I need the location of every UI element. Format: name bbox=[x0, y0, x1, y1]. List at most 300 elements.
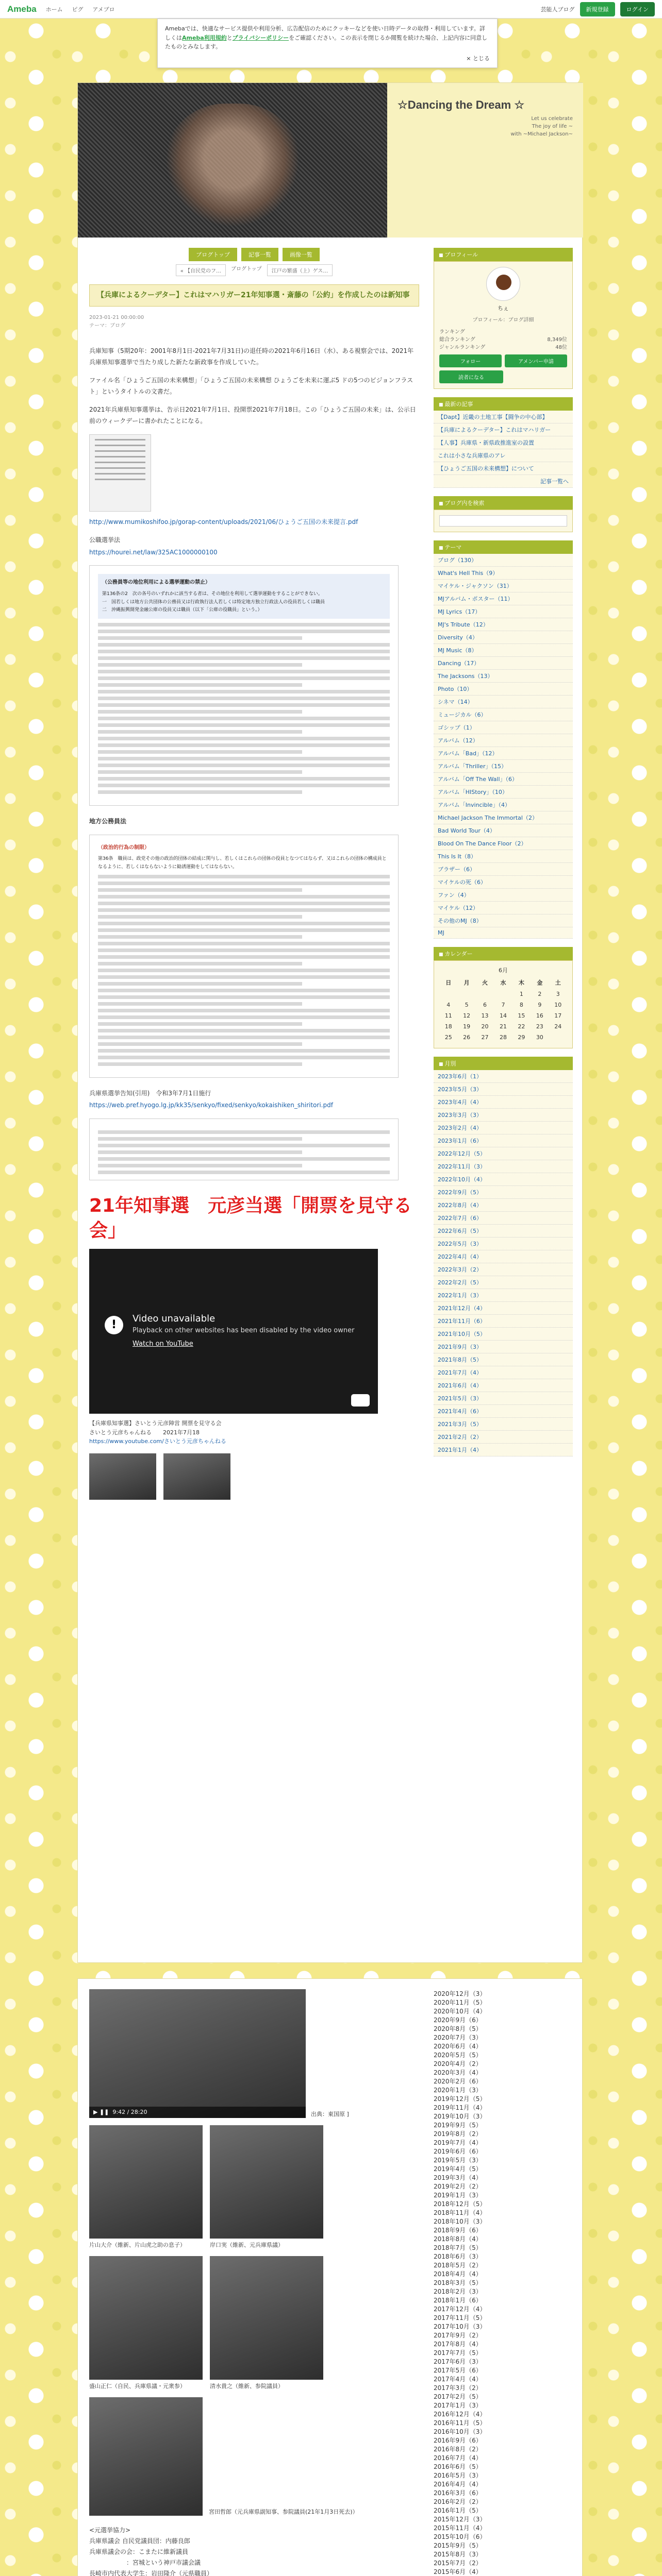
archive-item[interactable]: 2018年12月（5） bbox=[434, 2200, 486, 2208]
calendar-weekday: 日 bbox=[445, 979, 452, 986]
theme-item[interactable]: ミュージカル（6） bbox=[434, 708, 573, 721]
calendar-day[interactable]: 16 bbox=[536, 1012, 543, 1019]
doc-heading: （公務員等の地位利用による選挙運動の禁止） bbox=[102, 580, 210, 586]
theme-heading: ■ テーマ bbox=[434, 540, 573, 554]
tab-image-list[interactable]: 画像一覧 bbox=[283, 248, 320, 261]
archive-item[interactable]: 2022年12月（5） bbox=[434, 1147, 573, 1160]
list-item: 兵庫県議会 自民党議員団：内藤良郎 bbox=[89, 2537, 190, 2545]
archive-item[interactable]: 2015年9月（5） bbox=[434, 2542, 482, 2549]
theme-item[interactable]: アルバム（12） bbox=[434, 734, 573, 747]
video-player[interactable] bbox=[89, 1989, 306, 2118]
entry-title[interactable]: 【兵庫によるクーデター】これはマハリガー21年知事選・斎藤の「公約」を作成したのは新知事 bbox=[89, 284, 419, 307]
archive-item[interactable]: 2020年1月（3） bbox=[434, 2087, 482, 2094]
theme-item[interactable]: ゴシップ（1） bbox=[434, 721, 573, 734]
paragraph: 2021年兵庫県知事選挙は、告示日2021年7月1日、投開票2021年7月18日。この「ひょうご五国の未来」は、公示日前のウィークデーに書かれたことになる。 bbox=[89, 406, 416, 425]
archive-item[interactable]: 2020年4月（2） bbox=[434, 2060, 482, 2067]
calendar-day[interactable]: 24 bbox=[554, 1023, 562, 1030]
pdf-thumbnail[interactable] bbox=[89, 434, 151, 512]
archive-heading: ■ 月別 bbox=[434, 1057, 573, 1070]
calendar-day[interactable]: 28 bbox=[499, 1034, 507, 1041]
yt-caption-2: さいとう元彦ちゃんねる 2021年7月18 bbox=[89, 1429, 200, 1436]
archive-item[interactable]: 2019年2月（2） bbox=[434, 2183, 482, 2190]
photo-caption: 宮田哲郎（元兵庫県副知事、参院議員(21年1月3日死去)） bbox=[209, 2509, 358, 2515]
cookie-text-2: をご確認ください。この表示を閉じるか閲覧を続けた場合、上記内容に同意したものとみなします。 bbox=[165, 34, 488, 50]
archive-item[interactable]: 2022年9月（5） bbox=[434, 1186, 573, 1199]
calendar-day[interactable]: 23 bbox=[536, 1023, 543, 1030]
archive-item[interactable]: 2016年5月（3） bbox=[434, 2472, 482, 2479]
paragraph: ファイル名「ひょうご五国の未来構想」「ひょうご五国の未来構想 ひょうごを未来に運ぶ5 ドの5つのビジョンフラスト」というタイトルの文書だ。 bbox=[89, 377, 413, 395]
archive-item[interactable]: 2016年7月（4） bbox=[434, 2454, 482, 2462]
profile-name[interactable]: ちぇ bbox=[498, 305, 509, 312]
archive-item[interactable]: 2017年4月（4） bbox=[434, 2376, 482, 2383]
calendar-weekday: 水 bbox=[500, 979, 506, 986]
cookie-and: と bbox=[226, 34, 233, 41]
calendar-day[interactable]: 7 bbox=[501, 1002, 505, 1008]
blog-frame-continued bbox=[77, 1978, 583, 2576]
profile-heading: ■ プロフィール bbox=[434, 248, 573, 261]
archive-item[interactable]: 2019年10月（3） bbox=[434, 2113, 486, 2120]
calendar-day[interactable]: 25 bbox=[444, 1034, 452, 1041]
calendar-day[interactable]: 6 bbox=[483, 1002, 487, 1008]
calendar-day[interactable]: 4 bbox=[446, 1002, 451, 1008]
archive-item[interactable]: 2021年7月（4） bbox=[434, 1366, 573, 1379]
theme-item[interactable]: その他のMJ（8） bbox=[434, 914, 573, 927]
theme-item[interactable]: MJ Music（8） bbox=[434, 644, 573, 657]
amember-button[interactable]: アメンバー申請 bbox=[505, 354, 567, 367]
warning-icon: ! bbox=[105, 1316, 123, 1334]
calendar-day[interactable]: 13 bbox=[481, 1012, 489, 1019]
archive-item[interactable]: 2018年5月（2） bbox=[434, 2262, 482, 2269]
archive-item[interactable]: 2018年10月（3） bbox=[434, 2218, 486, 2225]
archive-item[interactable]: 2023年6月（1） bbox=[434, 1070, 573, 1083]
calendar-day[interactable]: 1 bbox=[519, 991, 523, 997]
theme-item[interactable]: アルバム「HIStory」（10） bbox=[434, 786, 573, 799]
archive-item[interactable]: 2020年11月（5） bbox=[434, 1999, 486, 2006]
archive-item[interactable]: 2016年2月（2） bbox=[434, 2498, 482, 2505]
ranking-row bbox=[439, 343, 567, 350]
archive-item[interactable]: 2015年6月（4） bbox=[434, 2568, 482, 2575]
login-button[interactable]: ログイン bbox=[620, 2, 655, 16]
archive-item[interactable]: 2016年4月（4） bbox=[434, 2481, 482, 2488]
sidebar-continued bbox=[434, 1989, 573, 2576]
pub2-label: 兵庫県選挙告知(引用) 令和3年7月1日施行 bbox=[89, 1089, 211, 1097]
archive-item[interactable]: 2022年7月（6） bbox=[434, 1212, 573, 1225]
archive-item[interactable]: 2019年11月（4） bbox=[434, 2104, 486, 2111]
entry-body bbox=[89, 346, 419, 1500]
pub2-link[interactable]: https://web.pref.hyogo.lg.jp/kk35/senkyo/fixed/senkyo/kokaishiken_shiritori.pdf bbox=[89, 1101, 333, 1109]
archive-item[interactable]: 2020年7月（3） bbox=[434, 2034, 482, 2041]
theme-item[interactable]: Bad World Tour（4） bbox=[434, 824, 573, 837]
pdf-link[interactable]: http://www.mumikoshifoo.jp/gorap-content/uploads/2021/06/ひょうご五国の未来提言.pdf bbox=[89, 518, 358, 526]
calendar-day[interactable]: 20 bbox=[481, 1023, 489, 1030]
pub2-document bbox=[89, 1118, 399, 1180]
doc-item: 一 国若しくは地方公共団体の公務員又は行政執行法人若しくは特定地方独立行政法人の役員若しくは職員 bbox=[102, 599, 325, 605]
law-document-2 bbox=[89, 835, 399, 1078]
archive-item[interactable]: 2017年12月（4） bbox=[434, 2306, 486, 2313]
calendar-day[interactable]: 11 bbox=[444, 1012, 452, 1019]
archive-item[interactable]: 2016年6月（5） bbox=[434, 2463, 482, 2470]
archive-item[interactable]: 2021年8月（5） bbox=[434, 1353, 573, 1366]
main-column bbox=[89, 248, 419, 1507]
archive-item[interactable]: 2020年9月（6） bbox=[434, 2016, 482, 2024]
calendar-day[interactable]: 5 bbox=[465, 1002, 469, 1008]
photo-row bbox=[89, 2125, 419, 2249]
archive-item[interactable]: 2023年5月（3） bbox=[434, 1083, 573, 1096]
calendar-box bbox=[434, 960, 573, 1048]
theme-item[interactable]: アルバム「Off The Wall」（6） bbox=[434, 773, 573, 786]
rank-value: 48位 bbox=[555, 345, 567, 350]
archive-item[interactable]: 2016年10月（3） bbox=[434, 2428, 486, 2435]
calendar-day bbox=[439, 989, 457, 999]
global-header bbox=[0, 0, 662, 19]
doc-article: 第136条の2 次の各号のいずれかに該当する者は、その地位を利用して選挙運動をすることができない。 bbox=[102, 591, 323, 597]
list-heading: <元選挙協力> bbox=[89, 2527, 131, 2534]
archive-item[interactable]: 2018年11月（4） bbox=[434, 2209, 486, 2216]
law-link[interactable]: https://hourei.net/law/325AC1000000100 bbox=[89, 548, 218, 556]
theme-item[interactable]: シネマ（14） bbox=[434, 696, 573, 708]
blog-top-link[interactable]: ブログトップ bbox=[230, 266, 262, 272]
archive-item[interactable]: 2018年3月（5） bbox=[434, 2279, 482, 2286]
entry-date: 2023-01-21 00:00:00 bbox=[89, 315, 144, 320]
archive-item[interactable]: 2023年2月（4） bbox=[434, 1122, 573, 1134]
blog-title-box bbox=[387, 83, 583, 238]
archive-item[interactable]: 2015年7月（2） bbox=[434, 2560, 482, 2567]
archive-item[interactable]: 2022年3月（2） bbox=[434, 1263, 573, 1276]
archive-item[interactable]: 2019年3月（4） bbox=[434, 2174, 482, 2181]
global-nav bbox=[46, 5, 122, 13]
archive-item[interactable]: 2021年1月（4） bbox=[434, 1444, 573, 1456]
photo[interactable] bbox=[89, 2125, 203, 2239]
archive-item[interactable]: 2022年10月（4） bbox=[434, 1173, 573, 1186]
calendar-day bbox=[476, 989, 494, 999]
archive-item[interactable]: 2019年12月（5） bbox=[434, 2095, 486, 2103]
theme-item[interactable]: アルバム「Thriller」（15） bbox=[434, 760, 573, 773]
rank-name: ジャンルランキング bbox=[439, 345, 486, 350]
reader-button[interactable]: 読者になる bbox=[439, 370, 503, 383]
theme-item[interactable]: MJ bbox=[434, 927, 573, 939]
cookie-text-1: Amebaでは、快適なサービス提供や利用分析、広告配信のためにクッキーなどを使い日時データの取得・利用しています。詳しくは bbox=[165, 25, 485, 41]
calendar-table bbox=[439, 976, 567, 1043]
calendar-day[interactable]: 8 bbox=[519, 1002, 523, 1008]
archive-item[interactable]: 2021年10月（5） bbox=[434, 1328, 573, 1341]
calendar-day bbox=[457, 989, 475, 999]
blog-tabs bbox=[89, 248, 419, 261]
calendar-weekday: 金 bbox=[537, 979, 543, 986]
archive-item[interactable]: 2016年11月（5） bbox=[434, 2419, 486, 2427]
photo-caption: 岸口実（維新、元兵庫県議） bbox=[210, 2242, 284, 2248]
recent-entry[interactable]: 【Dapt】近畿の土地工事【闘争の中心部】 bbox=[434, 411, 573, 423]
archive-item[interactable]: 2016年9月（6） bbox=[434, 2437, 482, 2444]
photo[interactable] bbox=[163, 1453, 230, 1500]
theme-item[interactable]: アルバム「Bad」（12） bbox=[434, 747, 573, 760]
photo[interactable] bbox=[210, 2256, 323, 2380]
calendar-day[interactable]: 21 bbox=[499, 1023, 507, 1030]
photo[interactable] bbox=[89, 2256, 203, 2380]
calendar-day bbox=[549, 1032, 567, 1043]
archive-item[interactable]: 2017年3月（2） bbox=[434, 2384, 482, 2392]
yt-caption-1: 【兵庫県知事選】さいとう元彦陣営 開票を見守る会 bbox=[89, 1420, 222, 1427]
archive-item[interactable]: 2019年9月（5） bbox=[434, 2122, 482, 2129]
archive-item[interactable]: 2016年12月（4） bbox=[434, 2411, 486, 2418]
ranking-label: ランキング bbox=[439, 329, 465, 335]
yt-caption-link[interactable]: https://www.youtube.com/さいとう元彦ちゃんねる bbox=[89, 1438, 226, 1445]
cookie-banner bbox=[157, 19, 498, 68]
celebrity-blog-link[interactable]: 芸能人ブログ bbox=[540, 6, 575, 13]
archive-item[interactable]: 2016年8月（2） bbox=[434, 2446, 482, 2453]
calendar-month: 6月 bbox=[499, 967, 508, 974]
recent-entry[interactable]: 【ひょうご五国の未来構想】について bbox=[434, 462, 573, 475]
theme-item[interactable]: ファン（4） bbox=[434, 889, 573, 902]
archive-item[interactable]: 2017年8月（4） bbox=[434, 2341, 482, 2348]
youtube-logo-icon[interactable] bbox=[351, 1394, 370, 1406]
archive-item[interactable]: 2015年12月（3） bbox=[434, 2516, 486, 2523]
profile-sub[interactable]: プロフィール：ブログ詳細 bbox=[472, 317, 534, 323]
video-caption: 出典：東国原 ] bbox=[311, 2111, 349, 2117]
prev-entry-link[interactable]: « 【自民党のフ… bbox=[176, 264, 226, 276]
tab-entry-list[interactable]: 記事一覧 bbox=[241, 248, 278, 261]
calendar-day[interactable]: 30 bbox=[536, 1034, 543, 1041]
privacy-link[interactable]: プライバシーポリシー bbox=[232, 34, 289, 41]
calendar-weekday: 月 bbox=[464, 979, 470, 986]
paragraph: 兵庫知事（5期20年：2001年8月1日-2021年7月31日)の退任時の2021年6月16日（水）、ある視察会では、2021年兵庫県知事選挙で当たり成した新たな新政事を作成していた。 bbox=[89, 347, 414, 366]
rank-name: 総合ランキング bbox=[439, 337, 475, 343]
blog-subtitle bbox=[398, 115, 573, 138]
recent-entry[interactable]: 【人事】兵庫県・新県政推進室の設置 bbox=[434, 436, 573, 449]
archive-item[interactable]: 2019年5月（3） bbox=[434, 2157, 482, 2164]
calendar-day[interactable]: 17 bbox=[554, 1012, 562, 1019]
subtitle-line-2: The joy of life ~ bbox=[532, 124, 573, 129]
doc-item: 二 沖縄振興開発金融公庫の役員又は職員（以下「公庫の役職員」という。） bbox=[102, 607, 262, 613]
law-document-1 bbox=[89, 565, 399, 806]
video-time: 9:42 / 28:20 bbox=[112, 2109, 147, 2115]
theme-item[interactable]: Michael Jackson The Immortal（2） bbox=[434, 811, 573, 824]
photo-caption: 盛山正仁（自民、兵庫県議・元衆参） bbox=[89, 2383, 186, 2389]
banner-photo bbox=[78, 83, 387, 238]
archive-item[interactable]: 2020年6月（4） bbox=[434, 2043, 482, 2050]
calendar-heading: ■ カレンダー bbox=[434, 947, 573, 960]
calendar-day[interactable]: 26 bbox=[463, 1034, 471, 1041]
calendar-day[interactable]: 18 bbox=[444, 1023, 452, 1030]
next-entry-link[interactable]: 江戸の繁盛（上）ゲス… bbox=[267, 264, 333, 276]
archive-list bbox=[434, 1070, 573, 1456]
archive-item[interactable]: 2023年4月（4） bbox=[434, 1096, 573, 1109]
entry-meta bbox=[89, 314, 419, 330]
archive-item[interactable]: 2023年1月（6） bbox=[434, 1134, 573, 1147]
photo[interactable] bbox=[89, 1453, 156, 1500]
archive-item[interactable]: 2022年5月（3） bbox=[434, 1238, 573, 1250]
archive-item[interactable]: 2017年1月（3） bbox=[434, 2402, 482, 2409]
archive-item[interactable]: 2021年4月（6） bbox=[434, 1405, 573, 1418]
archive-item[interactable]: 2019年4月（5） bbox=[434, 2165, 482, 2173]
archive-item[interactable]: 2019年6月（6） bbox=[434, 2148, 482, 2155]
archive-item[interactable]: 2022年11月（3） bbox=[434, 1160, 573, 1173]
archive-item[interactable]: 2019年1月（3） bbox=[434, 2192, 482, 2199]
archive-list-continued bbox=[434, 1989, 573, 2576]
recent-heading: ■ 最新の記事 bbox=[434, 397, 573, 411]
blog-frame bbox=[77, 82, 583, 1963]
theme-item[interactable]: Diversity（4） bbox=[434, 631, 573, 644]
archive-item[interactable]: 2017年11月（5） bbox=[434, 2314, 486, 2321]
entry-pager bbox=[89, 264, 419, 276]
archive-item[interactable]: 2015年10月（6） bbox=[434, 2533, 486, 2540]
recent-entry[interactable]: 【兵庫によるクーデター】これはマハリガー bbox=[434, 423, 573, 436]
watch-on-youtube-link[interactable]: Watch on YouTube bbox=[133, 1340, 193, 1348]
cookie-close-button[interactable]: × とじる bbox=[466, 55, 490, 62]
theme-item[interactable]: マイケル・ジャクソン（31） bbox=[434, 580, 573, 592]
archive-item[interactable]: 2016年1月（5） bbox=[434, 2507, 482, 2514]
archive-item[interactable]: 2019年7月（4） bbox=[434, 2139, 482, 2146]
archive-item[interactable]: 2021年3月（5） bbox=[434, 1418, 573, 1431]
calendar-day[interactable]: 19 bbox=[463, 1023, 471, 1030]
ameba-logo[interactable]: Ameba bbox=[7, 4, 37, 14]
archive-item[interactable]: 2022年6月（5） bbox=[434, 1225, 573, 1238]
archive-item[interactable]: 2021年12月（4） bbox=[434, 1302, 573, 1315]
archive-item[interactable]: 2021年2月（2） bbox=[434, 1431, 573, 1444]
theme-item[interactable]: This Is It（8） bbox=[434, 850, 573, 863]
search-heading: ■ ブログ内を検索 bbox=[434, 496, 573, 510]
recent-entry[interactable]: これは小さな兵庫県のアレ bbox=[434, 449, 573, 462]
archive-item[interactable]: 2020年2月（6） bbox=[434, 2078, 482, 2085]
theme-item[interactable]: マイケル（12） bbox=[434, 902, 573, 914]
photo-caption: 片山大介（維新、片山虎之助の息子） bbox=[89, 2242, 186, 2248]
archive-item[interactable]: 2022年2月（5） bbox=[434, 1276, 573, 1289]
nav-pigg[interactable]: ピグ bbox=[72, 6, 84, 13]
archive-item[interactable]: 2020年5月（5） bbox=[434, 2052, 482, 2059]
theme-item[interactable]: The Jacksons（13） bbox=[434, 670, 573, 683]
calendar-day[interactable]: 10 bbox=[554, 1002, 562, 1008]
calendar-day[interactable]: 15 bbox=[518, 1012, 525, 1019]
archive-item[interactable]: 2021年9月（3） bbox=[434, 1341, 573, 1353]
nav-ameblo[interactable]: アメブロ bbox=[92, 6, 115, 13]
photo-row bbox=[89, 1453, 419, 1500]
terms-link[interactable]: Ameba利用規約 bbox=[182, 34, 227, 41]
video-unavailable-title: Video unavailable bbox=[133, 1313, 216, 1325]
youtube-embed[interactable] bbox=[89, 1249, 378, 1414]
theme-item[interactable]: Blood On The Dance Floor（2） bbox=[434, 837, 573, 850]
archive-item[interactable]: 2015年8月（3） bbox=[434, 2551, 482, 2558]
theme-item[interactable]: MJ Lyrics（17） bbox=[434, 605, 573, 618]
calendar-day bbox=[494, 989, 512, 999]
supporters-list bbox=[89, 2525, 419, 2576]
calendar-day[interactable]: 14 bbox=[499, 1012, 507, 1019]
archive-item[interactable]: 2018年6月（3） bbox=[434, 2253, 482, 2260]
archive-item[interactable]: 2022年1月（3） bbox=[434, 1289, 573, 1302]
photo[interactable] bbox=[210, 2125, 323, 2239]
theme-item[interactable]: マイケルの死（6） bbox=[434, 876, 573, 889]
archive-item[interactable]: 2020年3月（4） bbox=[434, 2069, 482, 2076]
archive-item[interactable]: 2020年8月（5） bbox=[434, 2025, 482, 2032]
photo-caption: 清水貴之（維新、参院議員） bbox=[210, 2383, 284, 2389]
entry-theme[interactable]: テーマ：ブログ bbox=[89, 323, 125, 329]
theme-item[interactable]: Dancing（17） bbox=[434, 657, 573, 670]
photo[interactable] bbox=[89, 2397, 203, 2516]
photo-row bbox=[89, 2256, 419, 2390]
subtitle-line-1: Let us celebrate bbox=[531, 116, 573, 122]
archive-item[interactable]: 2018年8月（4） bbox=[434, 2235, 482, 2243]
archive-item[interactable]: 2017年2月（5） bbox=[434, 2393, 482, 2400]
theme-item[interactable]: アルバム「Invincible」（4） bbox=[434, 799, 573, 811]
archive-item[interactable]: 2022年4月（4） bbox=[434, 1250, 573, 1263]
ranking-row bbox=[439, 335, 567, 343]
avatar[interactable] bbox=[486, 267, 520, 301]
calendar-weekday: 火 bbox=[482, 979, 488, 986]
calendar-weekday: 土 bbox=[555, 979, 561, 986]
calendar-weekday: 木 bbox=[518, 979, 524, 986]
theme-item[interactable]: MJ's Tribute（12） bbox=[434, 618, 573, 631]
archive-item[interactable]: 2018年4月（4） bbox=[434, 2270, 482, 2278]
signup-button[interactable]: 新規登録 bbox=[580, 2, 615, 16]
archive-item[interactable]: 2017年5月（6） bbox=[434, 2367, 482, 2374]
theme-item[interactable]: Photo（10） bbox=[434, 683, 573, 696]
archive-item[interactable]: 2022年8月（4） bbox=[434, 1199, 573, 1212]
subtitle-line-3: with ~Michael Jackson~ bbox=[510, 131, 573, 137]
sidebar bbox=[434, 248, 573, 1456]
calendar-day[interactable]: 12 bbox=[463, 1012, 471, 1019]
follow-button[interactable]: フォロー bbox=[439, 354, 502, 367]
theme-item[interactable]: What's Hell This（9） bbox=[434, 567, 573, 580]
theme-item[interactable]: MJアルバム・ポスター（11） bbox=[434, 592, 573, 605]
list-item: 長崎市内代表大学生：岩田隆介（元県職員） bbox=[89, 2570, 213, 2576]
blog-banner bbox=[78, 83, 583, 238]
calendar-day[interactable]: 2 bbox=[538, 991, 542, 997]
blog-title[interactable]: ☆Dancing the Dream ☆ bbox=[398, 98, 525, 111]
blog-search-input[interactable] bbox=[439, 515, 567, 527]
doc-subheading: （政治的行為の制限） bbox=[98, 844, 150, 851]
search-box bbox=[434, 510, 573, 532]
archive-item[interactable]: 2015年11月（4） bbox=[434, 2524, 486, 2532]
theme-item[interactable]: ブラザー（6） bbox=[434, 863, 573, 876]
tab-blog-top[interactable]: ブログトップ bbox=[189, 248, 237, 261]
main-column-continued bbox=[89, 1989, 419, 2576]
play-icon[interactable]: ▶ ❚❚ bbox=[93, 2109, 109, 2115]
archive-item[interactable]: 2018年7月（5） bbox=[434, 2244, 482, 2251]
archive-item[interactable]: 2017年6月（3） bbox=[434, 2358, 482, 2365]
calendar-day[interactable]: 9 bbox=[538, 1002, 542, 1008]
archive-item[interactable]: 2021年5月（3） bbox=[434, 1392, 573, 1405]
more-entries-link[interactable]: 記事一覧へ bbox=[434, 475, 573, 488]
archive-item[interactable]: 2018年1月（6） bbox=[434, 2297, 482, 2304]
doc-article: 第36条 職員は、政党その他の政治的団体の結成に関与し、若しくはこれらの団体の役員となつてはならず、又はこれらの団体の構成員となるように、若しくはならないように勧誘運動をしてはならない。 bbox=[98, 856, 387, 870]
list-item: ：宮城という神戸市議会議 bbox=[89, 2559, 201, 2566]
archive-item[interactable]: 2019年8月（2） bbox=[434, 2130, 482, 2138]
calendar-day[interactable]: 3 bbox=[556, 991, 560, 997]
rank-value: 8,349位 bbox=[547, 337, 567, 343]
archive-item[interactable]: 2016年3月（6） bbox=[434, 2489, 482, 2497]
section-heading-red: 21年知事選 元彦当選「開票を見守る会」 bbox=[89, 1195, 412, 1242]
archive-item[interactable]: 2018年9月（6） bbox=[434, 2227, 482, 2234]
list-item: 兵庫県議会の会：こまたに維新議員 bbox=[89, 2548, 189, 2555]
theme-list bbox=[434, 554, 573, 939]
profile-box bbox=[434, 261, 573, 389]
archive-item[interactable]: 2021年11月（6） bbox=[434, 1315, 573, 1328]
calendar-day[interactable]: 29 bbox=[518, 1034, 525, 1041]
theme-item[interactable]: ブログ（130） bbox=[434, 554, 573, 567]
video-controls[interactable] bbox=[89, 2107, 306, 2118]
archive-item[interactable]: 2017年7月（5） bbox=[434, 2349, 482, 2357]
archive-item[interactable]: 2020年12月（3） bbox=[434, 1990, 486, 1997]
archive-item[interactable]: 2021年6月（4） bbox=[434, 1379, 573, 1392]
pub-label: 公職選挙法 bbox=[89, 536, 121, 544]
nav-home[interactable]: ホーム bbox=[45, 6, 63, 13]
archive-item[interactable]: 2020年10月（4） bbox=[434, 2008, 486, 2015]
archive-item[interactable]: 2017年10月（3） bbox=[434, 2323, 486, 2330]
archive-item[interactable]: 2018年2月（3） bbox=[434, 2288, 482, 2295]
archive-item[interactable]: 2017年9月（2） bbox=[434, 2332, 482, 2339]
local-law-heading: 地方公務員法 bbox=[89, 818, 127, 825]
calendar-day[interactable]: 22 bbox=[518, 1023, 525, 1030]
archive-item[interactable]: 2023年3月（3） bbox=[434, 1109, 573, 1122]
calendar-day[interactable]: 27 bbox=[481, 1034, 489, 1041]
